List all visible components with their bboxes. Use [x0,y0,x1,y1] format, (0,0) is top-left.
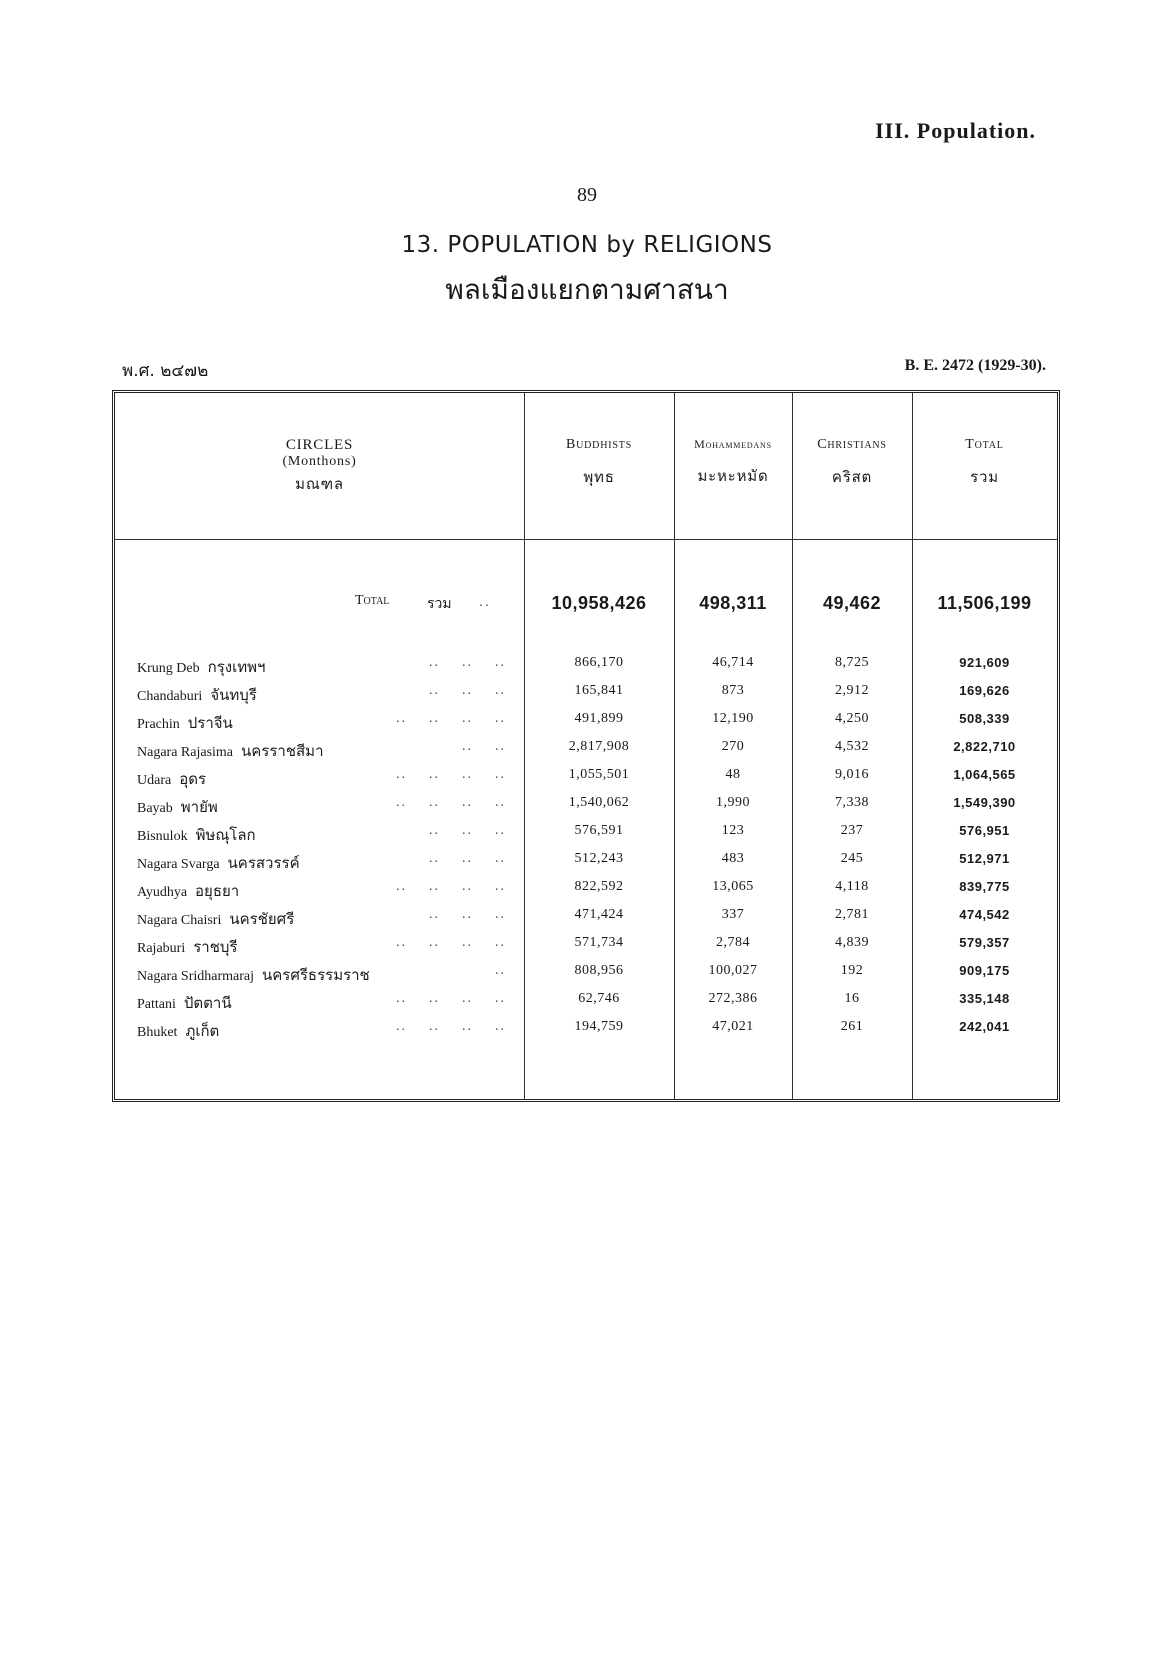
leader-dots: .. .. .. .. [396,711,506,726]
mohammedans-cell: 270 [721,739,745,754]
circle-name-en: Bhuket [137,1025,178,1040]
total-cell: 576,951 [959,823,1010,838]
mohammedans-cell: 48 [725,767,741,782]
total-cell: 169,626 [959,683,1010,698]
christians-cell: 245 [840,851,864,866]
circle-name [137,963,370,987]
header-divider [115,539,1057,540]
christians-cell: 2,781 [835,907,869,922]
mohammedans-cell: 1,990 [716,795,750,810]
buddhists-cell: 165,841 [574,683,624,698]
header-christians [792,437,912,489]
table-row [115,679,1057,707]
circle-name [137,655,265,679]
christians-cell: 261 [840,1019,864,1034]
mohammedans-cell: 46,714 [712,655,754,670]
circle-name [137,851,300,875]
total-cell: 839,775 [959,879,1010,894]
mohammedans-cell: 337 [721,907,745,922]
leader-dots: .. .. .. [429,655,506,670]
buddhists-cell: 471,424 [574,907,624,922]
buddhists-cell: 1,055,501 [568,767,630,782]
christians-cell: 4,250 [835,711,869,726]
buddhists-cell: 491,899 [574,711,624,726]
total-cell: 242,041 [959,1019,1010,1034]
header-circles-en: CIRCLES [285,437,354,453]
mohammedans-cell: 123 [721,823,745,838]
circle-name [137,711,233,735]
header-total-th: รวม [970,468,999,486]
circle-name [137,991,232,1015]
circle-name-th: นครชัยศรี [229,910,295,928]
circle-name [137,823,256,847]
header-circles-th: มณฑล [295,475,344,493]
christians-cell: 4,532 [835,739,869,754]
total-cell: 1,549,390 [953,795,1016,810]
year-be: B. E. 2472 (1929-30). [904,357,1046,374]
header-circles [115,437,524,496]
grand-total-row [115,589,1057,617]
leader-dots: .. .. .. .. [396,767,506,782]
section-header: III. Population. [875,118,1036,143]
leader-dots: .. .. .. .. [396,879,506,894]
table-row [115,791,1057,819]
header-mohammedans-th: มะหะหมัด [697,467,769,485]
table-row [115,651,1057,679]
mohammedans-cell: 100,027 [708,963,758,978]
leader-dots: .. .. .. .. [396,935,506,950]
header-mohammedans [674,437,792,488]
table-row [115,1015,1057,1043]
grand-total-christians: 49,462 [822,593,882,613]
circle-name-en: Bayab [137,801,173,816]
circle-name-en: Pattani [137,997,176,1012]
table-row [115,931,1057,959]
circle-name-th: ปราจีน [187,714,233,732]
christians-cell: 16 [844,991,860,1006]
christians-cell: 7,338 [835,795,869,810]
mohammedans-cell: 2,784 [716,935,750,950]
christians-cell: 237 [840,823,864,838]
circle-name-th: อุดร [179,770,207,788]
circle-name [137,907,294,931]
table-row [115,735,1057,763]
total-cell: 921,609 [959,655,1010,670]
circle-name-en: Bisnulok [137,829,188,844]
leader-dots: .. [495,963,506,978]
circle-name-en: Chandaburi [137,689,203,704]
circle-name [137,739,324,763]
table-row [115,819,1057,847]
total-cell: 909,175 [959,963,1010,978]
mohammedans-cell: 47,021 [712,1019,754,1034]
total-cell: 474,542 [959,907,1010,922]
header-mohammedans-en: Mohammedans [694,437,772,451]
circle-name-th: นครศรีธรรมราช [262,966,370,984]
total-cell: 508,339 [959,711,1010,726]
christians-cell: 2,912 [835,683,869,698]
circle-name-th: นครสวรรค์ [227,854,300,872]
year-thai: พ.ศ. ๒๔๗๒ [122,361,209,381]
circle-name-th: อยุธยา [195,882,240,900]
circle-name-en: Rajaburi [137,941,186,956]
total-cell: 1,064,565 [953,767,1016,782]
buddhists-cell: 576,591 [574,823,624,838]
mohammedans-cell: 272,386 [708,991,758,1006]
circle-name-en: Prachin [137,717,180,732]
circle-name-th: พายัพ [180,798,218,816]
circle-name-th: ภูเก็ต [185,1022,220,1040]
circle-name [137,879,239,903]
leader-dots: .. .. .. [429,851,506,866]
circle-name-th: กรุงเทพฯ [207,658,266,676]
leader-dots: .. .. .. [429,907,506,922]
header-christians-th: คริสต [831,468,873,486]
circle-name [137,767,206,791]
table-row [115,707,1057,735]
table-title: 13. POPULATION by RELIGIONS [401,232,773,258]
mohammedans-cell: 873 [721,683,745,698]
circle-name [137,935,237,959]
grand-total-total: 11,506,199 [937,593,1032,613]
circle-name [137,683,257,707]
table-title-thai: พลเมืองแยกตามศาสนา [445,273,729,306]
header-buddhists [524,437,674,489]
mohammedans-cell: 12,190 [712,711,754,726]
table-row [115,875,1057,903]
grand-total-label-en: Total [355,593,390,608]
christians-cell: 9,016 [835,767,869,782]
total-cell: 512,971 [959,851,1010,866]
christians-cell: 8,725 [835,655,869,670]
grand-total-dots: .. [479,593,491,609]
circle-name-th: ปัตตานี [183,994,232,1012]
header-buddhists-en: Buddhists [566,437,632,452]
grand-total-label-th: รวม [427,596,452,612]
mohammedans-cell: 483 [721,851,745,866]
grand-total-mohammedans: 498,311 [699,593,767,613]
buddhists-cell: 866,170 [574,655,624,670]
buddhists-cell: 1,540,062 [568,795,630,810]
circle-name-th: ราชบุรี [193,938,238,956]
buddhists-cell: 62,746 [578,991,620,1006]
header-buddhists-th: พุทธ [583,468,615,486]
leader-dots: .. .. .. .. [396,991,506,1006]
circle-name-en: Udara [137,773,172,788]
header-christians-en: Christians [817,437,887,452]
header-circles-sub: (Monthons) [282,454,357,469]
leader-dots: .. .. .. .. [396,795,506,810]
buddhists-cell: 2,817,908 [568,739,630,754]
circle-name-en: Nagara Rajasima [137,745,234,760]
leader-dots: .. .. .. .. [396,1019,506,1034]
buddhists-cell: 512,243 [574,851,624,866]
table-row [115,959,1057,987]
page-number: 89 [577,184,597,206]
population-table [112,390,1060,1102]
circle-name-th: พิษณุโลก [195,826,256,844]
header-total-en: Total [965,437,1004,452]
mohammedans-cell: 13,065 [712,879,754,894]
circle-name-th: นครราชสีมา [241,742,324,760]
circle-name-en: Ayudhya [137,885,188,900]
christians-cell: 4,839 [835,935,869,950]
grand-total-buddhists: 10,958,426 [551,593,647,613]
leader-dots: .. .. [462,739,506,754]
header-total [912,437,1057,489]
circle-name-th: จันทบุรี [210,686,257,704]
total-cell: 2,822,710 [953,739,1016,754]
table-row [115,763,1057,791]
circle-name-en: Nagara Chaisri [137,913,222,928]
christians-cell: 4,118 [835,879,869,894]
total-cell: 335,148 [959,991,1010,1006]
circle-name-en: Nagara Svarga [137,857,220,872]
circle-name [137,1019,219,1043]
buddhists-cell: 194,759 [574,1019,624,1034]
leader-dots: .. .. .. [429,823,506,838]
circle-name [137,795,218,819]
circle-name-en: Krung Deb [137,661,200,676]
buddhists-cell: 808,956 [574,963,624,978]
buddhists-cell: 822,592 [574,879,624,894]
leader-dots: .. .. .. [429,683,506,698]
table-row [115,847,1057,875]
buddhists-cell: 571,734 [574,935,624,950]
christians-cell: 192 [840,963,864,978]
total-cell: 579,357 [959,935,1010,950]
circle-name-en: Nagara Sridharmaraj [137,969,254,984]
table-row [115,987,1057,1015]
table-row [115,903,1057,931]
